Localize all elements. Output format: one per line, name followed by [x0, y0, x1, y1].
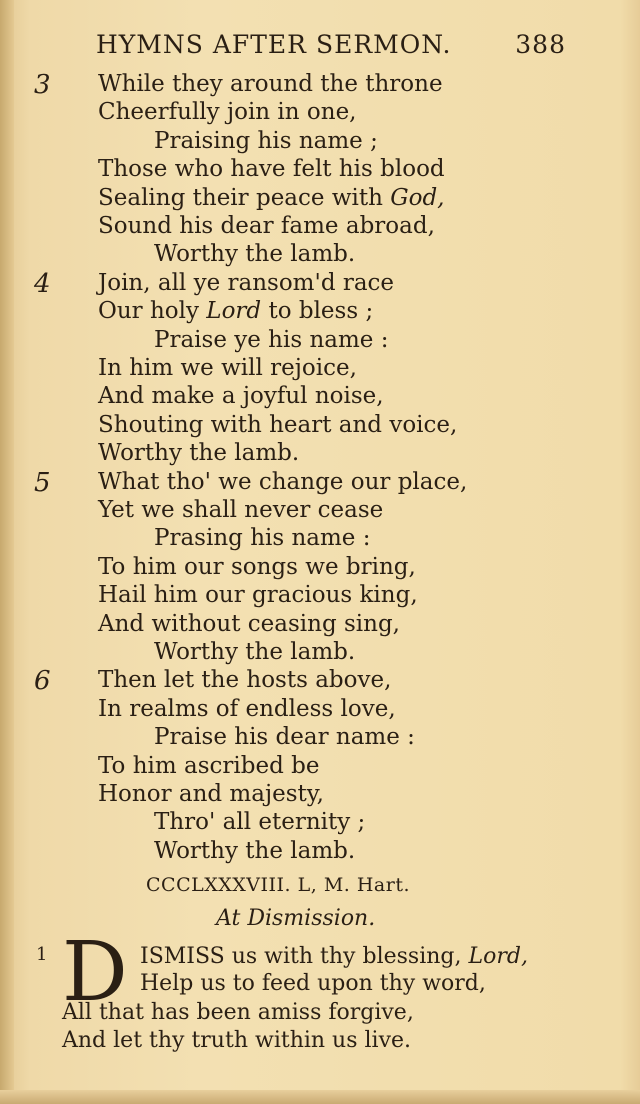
stanza-number: 4: [34, 268, 51, 299]
verse-line: [154, 808, 365, 836]
verse-line-text-after: to bless ;: [261, 298, 374, 325]
verse-line: [98, 98, 357, 126]
verse-line-text: To him ascribed be: [98, 752, 320, 779]
verse-line: [98, 354, 357, 382]
verse-line-text: Cheerfully join in one,: [98, 99, 357, 126]
verse-line-text: In him we will rejoice,: [98, 355, 357, 381]
verse-line-text: Thro' all eternity ;: [154, 809, 366, 836]
first-line: [140, 944, 528, 969]
verse-line-text: Honor and majesty,: [98, 781, 324, 807]
stanza-number: 6: [34, 666, 51, 697]
verse-line-emphasis: Lord: [206, 298, 262, 325]
verse-line-text: Those who have felt his blood: [98, 156, 445, 183]
page-bottom-edge: [0, 1090, 640, 1104]
verse-line: [98, 553, 416, 581]
verse-line: [98, 610, 400, 638]
verse-line-text: Worthy the lamb.: [154, 241, 356, 268]
hymn-heading: CCCLXXXVIII. L, M. Hart.: [146, 874, 411, 896]
verse-line-text: And make a joyful noise,: [98, 383, 384, 410]
verse-line-text: Join, all ye ransom'd race: [98, 269, 395, 296]
verse-line-text: While they around the throne: [98, 71, 443, 97]
verse-line: [98, 695, 396, 723]
verse-line-text: Praising his name ;: [154, 127, 378, 154]
verse-line: [98, 184, 445, 212]
verse-line: [154, 837, 355, 865]
verse-line-text: Our holy: [98, 298, 207, 325]
verse-line: [98, 780, 324, 808]
hymn-occasion: At Dismission.: [216, 906, 376, 931]
verse-line-text: Sealing their peace with: [98, 184, 391, 211]
verse-line: [98, 70, 443, 98]
verse-number: 1: [36, 944, 48, 965]
page-gutter: [0, 0, 14, 1104]
verse-line-text: Worthy the lamb.: [98, 440, 300, 467]
verse-line: [154, 326, 388, 354]
verse-line-emphasis: God,: [390, 184, 445, 211]
verse-line-text: Praise ye his name :: [154, 326, 389, 353]
verse-line: [154, 240, 355, 268]
first-line-text: ISMISS us with thy blessing,: [140, 944, 469, 969]
verse-line: And let thy truth within us live.: [62, 1028, 412, 1053]
verse-line: [98, 297, 373, 325]
verse-line: [98, 439, 299, 467]
verse-line-text: In realms of endless love,: [98, 695, 396, 722]
verse-line-text: Praise his dear name :: [154, 724, 415, 751]
verse-line: [98, 382, 384, 410]
verse-line: [98, 496, 383, 524]
verse-line-text: Then let the hosts above,: [98, 667, 392, 694]
verse-line-text: Sound his dear fame abroad,: [98, 213, 435, 239]
verse-line: [98, 411, 457, 439]
verse-line: [154, 524, 370, 552]
verse-line: [98, 752, 319, 780]
verse-line: [98, 269, 394, 297]
verse-line: [98, 468, 467, 496]
verse-line-text: Worthy the lamb.: [154, 639, 356, 665]
verse-line-text: And without ceasing sing,: [98, 610, 400, 637]
verse-line-text: Prasing his name :: [154, 525, 371, 552]
verse-line: [98, 581, 418, 609]
verse-line-text: Shouting with heart and voice,: [98, 411, 458, 438]
stanza-number: 3: [34, 70, 51, 100]
drop-cap: D: [62, 925, 128, 1020]
verse-line: [98, 212, 435, 240]
verse-line-text: Yet we shall never cease: [98, 497, 384, 523]
verse-line: [154, 638, 355, 666]
first-line-emphasis: Lord,: [468, 944, 528, 969]
stanza-number: 5: [34, 467, 51, 498]
page-number: 388: [515, 30, 566, 59]
verse-line: Help us to feed upon thy word,: [140, 971, 486, 996]
verse-line-text: What tho' we change our place,: [98, 468, 468, 495]
running-head: HYMNS AFTER SERMON.: [96, 30, 452, 59]
verse-line: All that has been amiss forgive,: [62, 999, 414, 1025]
verse-line: [98, 666, 391, 694]
verse-line-text: To him our songs we bring,: [98, 553, 416, 580]
verse-line-text: Hail him our gracious king,: [98, 582, 418, 609]
verse-line: [154, 127, 378, 155]
verse-line-text: Worthy the lamb.: [154, 837, 356, 864]
verse-line: [98, 155, 445, 183]
page-header: [96, 30, 566, 64]
verse-line: [154, 723, 415, 751]
